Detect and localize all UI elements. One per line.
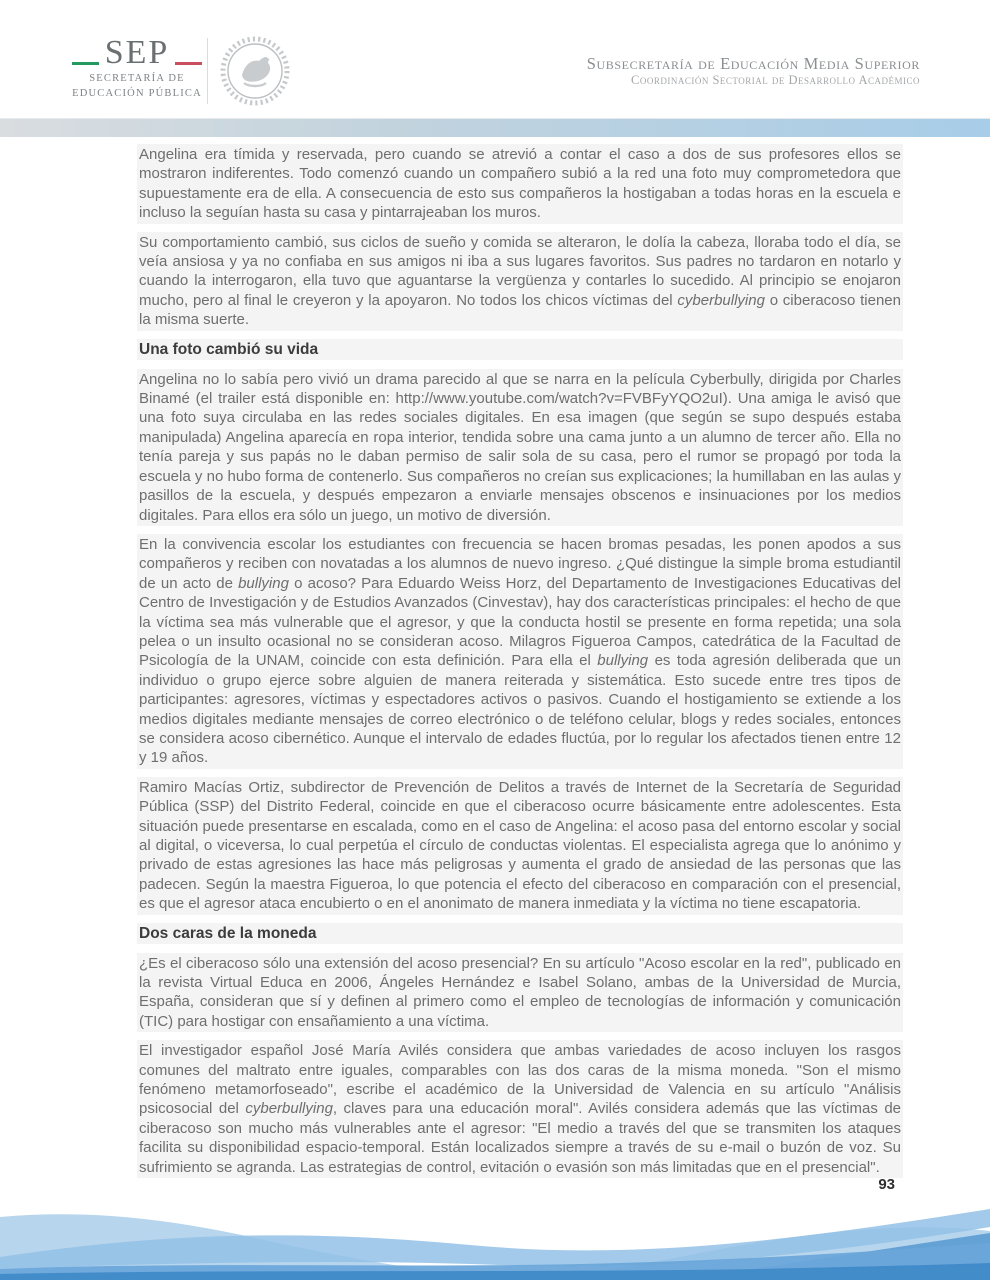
sep-acronym: SEP [104,34,170,71]
page-header [0,0,990,118]
sep-wordmark [72,36,202,70]
paragraph: ¿Es el ciberacoso sólo una extensión del acoso presencial? En su artículo "Acoso escolar en la red", publicado en la revista Virtual Educa en 2006, Ángeles Hernández e Isabel Solano, ambas de la Universidad de Murcia, España, consideran que sí y definen al primero como el empleo de tecnologías de información y comunicación (TIC) para hostigar con ensañamiento a una víctima. [137,953,903,1033]
footer-wave-graphic [0,1205,990,1280]
section-heading: Dos caras de la moneda [137,923,903,944]
coordinacion-subtitle: Coordinación Sectorial de Desarrollo Académico [631,73,920,87]
header-divider [207,38,208,104]
header-accent-bar [0,118,990,137]
sep-subtitle-line2: EDUCACIÓN PÚBLICA [72,88,202,99]
paragraph: En la convivencia escolar los estudiantes con frecuencia se hacen bromas pesadas, les ponen apodos a sus compañeros y reciben con novatadas a los alumnos de nuevo ingreso. ¿Qué distingue la simple broma estudiantil de un acto de bullying o acoso? Para Eduardo Weiss Horz, del Departamento de Investigaciones Educativas del Centro de Investigación y de Estudios Avanzados (Cinvestav), hay dos características principales: el hecho de que la víctima sea más vulnerable que el agresor, y que la conducta hostil se presente en forma repetida; una sola pelea o un insulto ocasional no se consideran acoso. Milagros Figueroa Campos, catedrática de la Facultad de Psicología de la UNAM, coincide con esta definición. Para ella el bullying es toda agresión deliberada que un individuo o grupo ejerce sobre alguien de manera reiterada y sistemática. Esto sucede entre tres tipos de participantes: agresores, víctimas y espectadores activos o pasivos. Cuando el hostigamiento se extiende a los medios digitales mediante mensajes de correo electrónico o de teléfono celular, blogs y redes sociales, entonces se considera acoso cibernético. Aunque el intervalo de edades fluctúa, por lo regular los afectados tienen entre 12 y 19 años. [137,534,903,769]
mexico-coat-of-arms-icon [218,34,292,108]
paragraph: Su comportamiento cambió, sus ciclos de sueño y comida se alteraron, le dolía la cabeza, lloraba todo el día, se veía ansiosa y ya no confiaba en sus amigos ni iba a sus lugares favoritos. Sus padres no tardaron en notarlo y cuando la interrogaron, ella tuvo que aguantarse la vergüenza y contarles lo sucedido. Al principio se enojaron mucho, pero al final le creyeron y la apoyaron. No todos los chicos víctimas del cyberbullying o ciberacoso tienen la misma suerte. [137,232,903,331]
sep-logo [72,36,202,100]
paragraph: El investigador español José María Avilés considera que ambas variedades de acoso incluyen los rasgos comunes del maltrato entre iguales, comparables con las dos caras de la misma moneda. "Son el mismo fenómeno metamorfoseado", escribe el académico de la Universidad de Valencia en su artículo "Análisis psicosocial del cyberbullying, claves para una educación moral". Avilés considera además que las víctimas de ciberacoso son mucho más vulnerables ante el agresor: "El medio a través del que se transmiten los ataques facilita su disponibilidad espacio-temporal. Están localizados siempre a través de su e-mail o buzón de voz. Su sufrimiento se agranda. Las estrategias de control, evitación o evasión son más limitadas que en el presencial". [137,1040,903,1178]
sep-subtitle-line1: SECRETARÍA DE [89,73,185,84]
page-number: 93 [878,1176,895,1193]
section-heading: Una foto cambió su vida [137,339,903,360]
paragraph: Ramiro Macías Ortiz, subdirector de Prevención de Delitos a través de Internet de la Secretaría de Seguridad Pública (SSP) del Distrito Federal, coincide en que el ciberacoso ocurre básicamente entre adolescentes. Esta situación puede presentarse en escalada, como en el caso de Angelina: el acoso pasa del entorno escolar y social al digital, o viceversa, lo cual perpetúa el círculo de conductas violentas. El especialista agrega que lo anónimo y privado de estas agresiones las hace más peligrosas y aumenta el grado de ansiedad de las personas que las padecen. Según la maestra Figueroa, lo que potencia el efecto del ciberacoso en comparación con el presencial, es que el agresor ataca encubierto o en el anonimato de manera inmediata y la víctima no tiene escapatoria. [137,777,903,915]
paragraph: Angelina no lo sabía pero vivió un drama parecido al que se narra en la película Cyberbully, dirigida por Charles Binamé (el trailer está disponible en: http://www.youtube.com/watch?v=FVBFyYQO2uI). Una amiga le avisó que una foto suya circulaba en las redes sociales digitales. En esa imagen (que según se supo después estaba manipulada) Angelina aparecía en ropa interior, tendida sobre una cama junto a un alumno de tercer año. Ella no tenía pareja y sus papás no le daban permiso de salir sola de su casa, pero el rumor se propagó por toda la escuela y no hubo forma de contenerlo. Sus compañeros no creían sus explicaciones; la humillaban en las aulas y pasillos de la escuela, y después empezaron a enviarle mensajes obscenos e insinuaciones por los medios digitales. Para ellos era sólo un juego, un motivo de diversión. [137,369,903,526]
document-body [137,144,903,1186]
paragraph: Angelina era tímida y reservada, pero cuando se atrevió a contar el caso a dos de sus profesores ellos se mostraron indiferentes. Todo comenzó cuando un compañero subió a la red una foto muy comprometedora que supuestamente era de ella. A consecuencia de esto sus compañeros la hostigaban a todas horas en la escuela e incluso la seguían hasta su casa y pintarrajeaban los muros. [137,144,903,224]
sep-green-rule [72,62,99,65]
header-right-titles [587,54,920,88]
sep-red-rule [175,62,202,65]
subsecretaria-title: Subsecretaría de Educación Media Superior [586,54,920,73]
